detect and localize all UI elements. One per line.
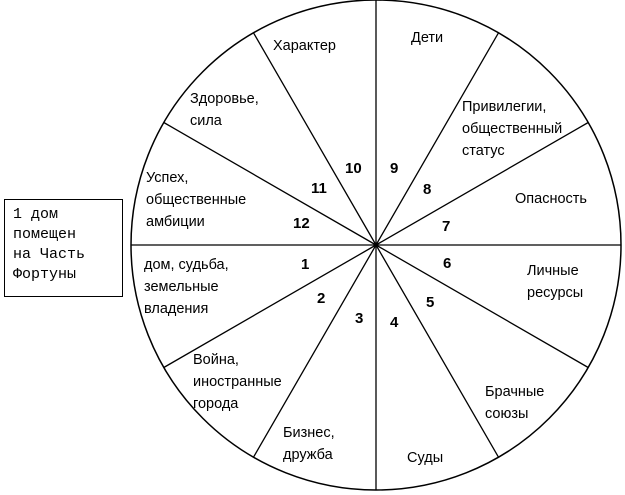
house-number-11: 11 (311, 180, 327, 197)
note-line: помещен (13, 226, 77, 243)
house-label-line: Успех, (146, 170, 189, 186)
house-label-7 (515, 191, 587, 207)
wheel-spoke (376, 123, 588, 246)
house-number-12: 12 (293, 215, 310, 232)
house-number-3: 3 (355, 310, 364, 327)
house-label-line: Брачные (485, 384, 545, 400)
note-line: 1 дом (13, 206, 59, 223)
house-label-line: Суды (407, 450, 444, 466)
house-label-line: сила (190, 113, 222, 129)
house-label-line: Здоровье, (190, 91, 259, 107)
note-line: на Часть (13, 246, 86, 263)
house-label-line: Привилегии, (462, 99, 547, 115)
house-number-9: 9 (390, 160, 399, 177)
note-box (4, 199, 123, 297)
house-label-line: Бизнес, (283, 425, 335, 441)
house-number-8: 8 (423, 181, 432, 198)
house-number-4: 4 (390, 314, 399, 331)
house-label-1 (144, 257, 229, 317)
house-number-7: 7 (442, 218, 451, 235)
house-label-2 (193, 352, 282, 412)
house-number-1: 1 (301, 256, 310, 273)
house-label-line: общественные (146, 192, 247, 208)
house-label-6 (527, 263, 583, 301)
house-number-10: 10 (345, 160, 362, 177)
house-label-9 (411, 30, 443, 46)
house-label-line: общественный (462, 121, 563, 137)
house-label-line: амбиции (146, 214, 205, 230)
house-number-2: 2 (317, 290, 326, 307)
house-label-10 (273, 38, 336, 54)
house-label-12 (146, 170, 246, 230)
house-label-line: Война, (193, 352, 239, 368)
house-label-line: Характер (273, 38, 336, 54)
house-label-line: города (193, 396, 239, 412)
note-line: Фортуны (13, 266, 77, 283)
house-label-line: иностранные (193, 374, 282, 390)
house-label-4 (407, 450, 443, 466)
house-label-line: Дети (411, 30, 444, 46)
house-label-line: ресурсы (527, 285, 584, 301)
house-label-line: союзы (485, 406, 529, 422)
house-label-line: Личные (527, 263, 579, 279)
house-label-11 (190, 91, 259, 129)
wheel-spokes (131, 0, 621, 490)
house-number-5: 5 (426, 294, 435, 311)
house-label-line: владения (144, 301, 209, 317)
house-number-6: 6 (443, 255, 452, 272)
wheel-spoke (376, 245, 499, 457)
house-label-line: Опасность (515, 191, 587, 207)
house-label-line: статус (462, 143, 505, 159)
house-label-line: земельные (144, 279, 219, 295)
house-label-line: дружба (283, 447, 333, 463)
wheel-spoke (254, 33, 377, 245)
wheel-spoke (376, 33, 499, 245)
house-labels (144, 30, 587, 466)
house-label-3 (283, 425, 335, 463)
house-label-line: дом, судьба, (144, 257, 229, 273)
house-label-5 (485, 384, 544, 422)
house-label-8 (462, 99, 562, 159)
